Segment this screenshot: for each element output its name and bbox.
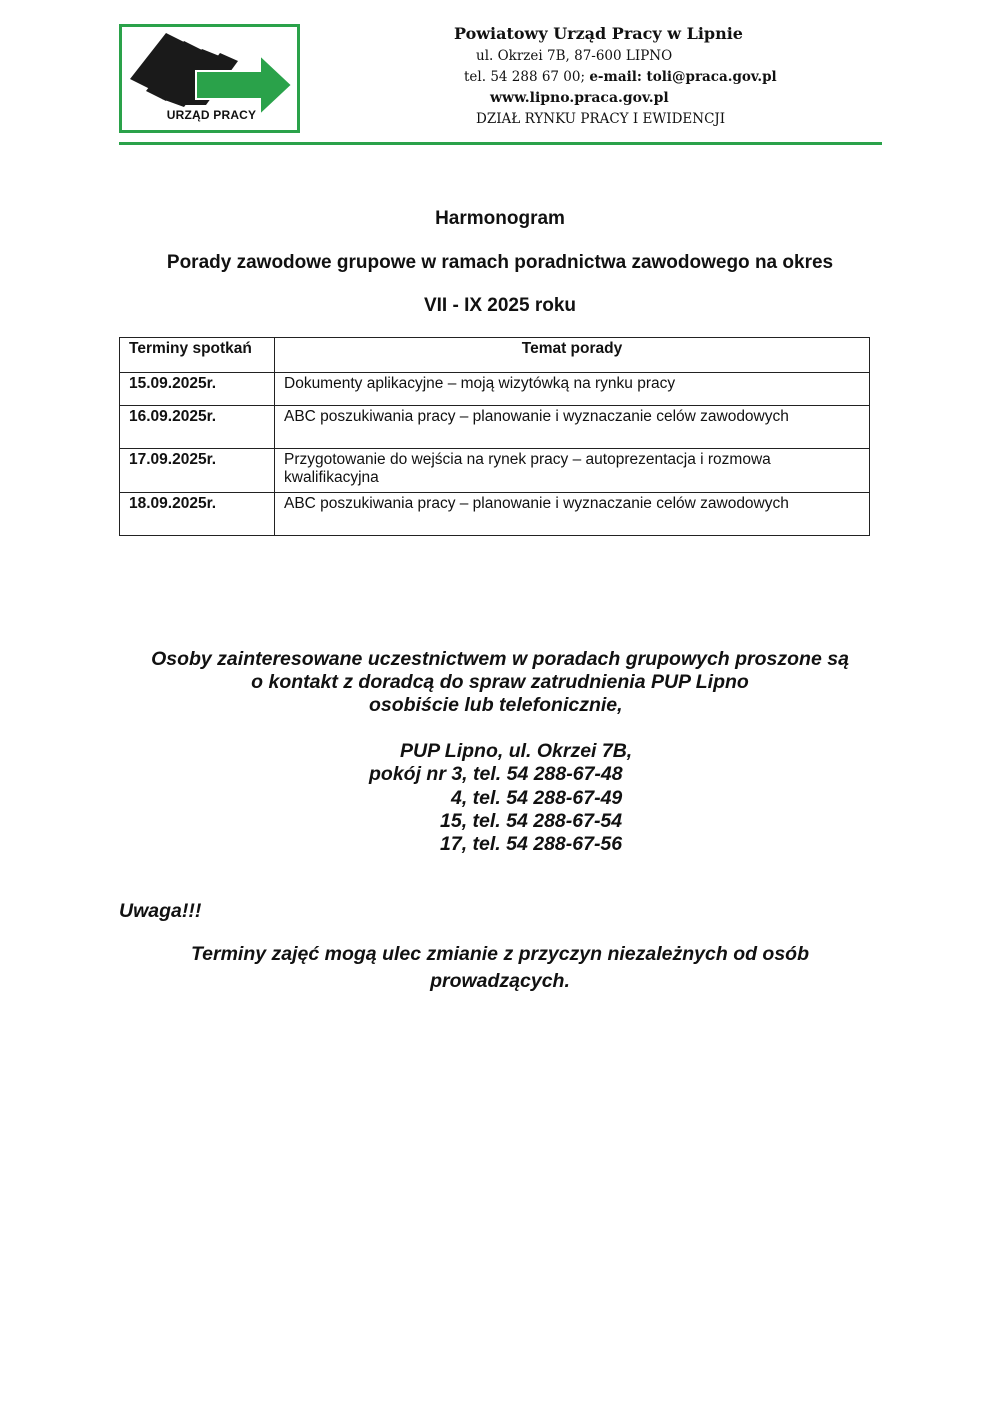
logo: [119, 24, 300, 133]
contact-line-4: 15, tel. 54 288-67-54: [440, 810, 623, 832]
row-topic: ABC poszukiwania pracy – planowanie i wyznaczanie celów zawodowych: [275, 493, 870, 536]
contact-line-1: PUP Lipno, ul. Okrzei 7B,: [400, 740, 633, 762]
schedule-table: [119, 337, 870, 536]
logo-text: URZĄD PRACY: [166, 108, 257, 122]
column-header-dates: Terminy spotkań: [120, 338, 275, 373]
header-org-name: Powiatowy Urząd Pracy w Lipnie: [454, 24, 743, 43]
row-date: 17.09.2025r.: [120, 449, 275, 493]
warning-label: Uwaga!!!: [119, 900, 202, 922]
table-header-row: [120, 338, 870, 373]
header-phone: tel. 54 288 67 00;: [464, 69, 590, 85]
document-title: Harmonogram: [435, 208, 565, 229]
info-line-2: o kontakt z doradcą do spraw zatrudnienia PUP Lipno: [251, 671, 749, 693]
column-header-topic: Temat porady: [275, 338, 870, 373]
contact-line-3: 4, tel. 54 288-67-49: [451, 787, 623, 809]
row-topic: Przygotowanie do wejścia na rynek pracy – autoprezentacja i rozmowa kwalifikacyjna: [275, 449, 870, 493]
header-website[interactable]: www.lipno.praca.gov.pl: [490, 90, 669, 106]
header-contact: [464, 69, 777, 85]
table-row: [120, 373, 870, 406]
warning-line-2: prowadzących.: [430, 970, 570, 992]
header-department: DZIAŁ RYNKU PRACY I EWIDENCJI: [476, 111, 726, 127]
warning-line-1: Terminy zajęć mogą ulec zmianie z przyczyn niezależnych od osób: [190, 943, 810, 965]
row-topic: ABC poszukiwania pracy – planowanie i wyznaczanie celów zawodowych: [275, 406, 870, 449]
row-date: 16.09.2025r.: [120, 406, 275, 449]
contact-line-2: pokój nr 3, tel. 54 288-67-48: [369, 763, 623, 785]
row-date: 15.09.2025r.: [120, 373, 275, 406]
table-row: [120, 449, 870, 493]
header-email[interactable]: e-mail: toli@praca.gov.pl: [589, 69, 777, 85]
table-row: [120, 493, 870, 536]
info-line-3: osobiście lub telefonicznie,: [369, 694, 623, 716]
table-row: [120, 406, 870, 449]
header-divider: [119, 142, 882, 145]
document-subtitle: Porady zawodowe grupowe w ramach poradnictwa zawodowego na okres: [166, 252, 834, 273]
row-topic: Dokumenty aplikacyjne – moją wizytówką na rynku pracy: [275, 373, 870, 406]
info-line-1: Osoby zainteresowane uczestnictwem w poradach grupowych proszone są: [151, 648, 849, 670]
header-address: ul. Okrzei 7B, 87-600 LIPNO: [476, 48, 673, 64]
row-date: 18.09.2025r.: [120, 493, 275, 536]
document-period: VII - IX 2025 roku: [423, 295, 577, 316]
contact-line-5: 17, tel. 54 288-67-56: [440, 833, 623, 855]
